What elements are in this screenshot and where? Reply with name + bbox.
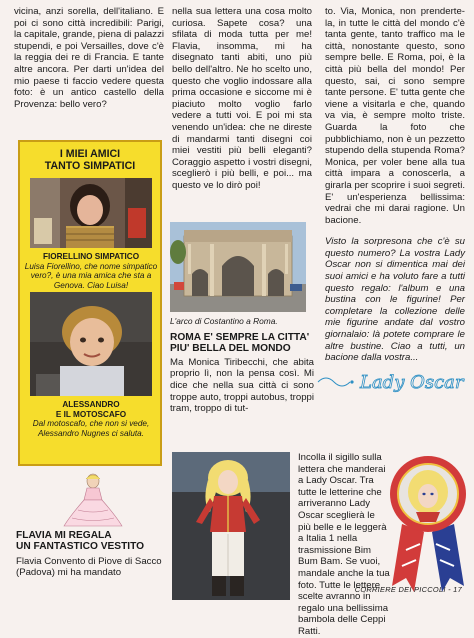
photo-luisa <box>30 178 152 248</box>
lady-oscar-logo <box>356 370 466 394</box>
seal-icon <box>386 454 470 596</box>
decorative-flourish <box>316 372 356 392</box>
boy-photo-icon <box>30 292 152 396</box>
doll-photo <box>172 452 290 600</box>
caption-alessandro: ALESSANDRO E IL MOTOSCAFO Dal motoscafo, che non si vede, Alessandro Nugnes ci saluta. <box>32 400 150 438</box>
dress-drawing-icon <box>18 472 168 526</box>
caption-luisa: FIORELLINO SIMPATICO Luisa Fiorellino, che nome simpatico vero?, è una mia amica che sta a Genova. Ciao Luisa! <box>24 252 158 290</box>
dress-drawing <box>18 472 168 526</box>
arco-caption: L'arco di Costantino a Roma. <box>170 316 278 326</box>
lady-oscar-seal <box>386 454 470 596</box>
photo-alessandro <box>30 292 152 396</box>
girl-photo-icon <box>30 178 152 248</box>
roma-section: ROMA E' SEMPRE LA CITTA' PIU' BELLA DEL MONDO Ma Monica Tiribecchi, che abita proprio lì, non la pensa così. Mi dice che nella sua città ci sono troppe auto, troppi autobus, troppi tram, troppo di tut- <box>170 332 315 415</box>
flavia-section: FLAVIA MI REGALA UN FANTASTICO VESTITO Flavia Convento di Piove di Sacco (Padova) mi ha mandato <box>16 530 170 579</box>
incolla-text: Incolla il sigillo sulla lettera che manderai a Lady Oscar. Tra tutte le letterine che arriveranno Lady Oscar sceglierà le più belle e le leggerà a Italia 1 nella trasmissione Bim Bum Bam. Se vuoi, mandale anche la tua foto. Tutte le lettere scelte avranno in regalo una bellissima bambola delle Ceppi Ratti. <box>298 452 390 637</box>
page-footer: CORRIERE DEI PICCOLI - 17 <box>354 585 462 594</box>
flavia-headline: FLAVIA MI REGALA UN FANTASTICO VESTITO <box>16 530 145 553</box>
lady-oscar-logo-icon <box>356 370 466 394</box>
svg-text:Lady Oscar: Lady Oscar <box>360 372 464 393</box>
roma-headline: ROMA E' SEMPRE LA CITTA' PIU' BELLA DEL MONDO <box>170 332 310 355</box>
friends-box-title: I MIEI AMICI TANTO SIMPATICI <box>44 148 136 172</box>
friends-box <box>18 140 162 466</box>
column-2-text: nella sua lettera una cosa molto curiosa. Sapete cosa? una sfilata di moda tutta per me! Flavia, insomma, mi ha disegnato tanti abiti, uno più bello dell'altro. Ne ho scelto uno, questo che voglio indossare alla prima occasione e siccome mi è piaciuto molto voglio farlo vedere a tutti voi. E poi mi sta venendo un'idea: che ne direste di mandarmi tanti disegni coi miei vestiti più belli eleganti? Coraggio aspetto i vostri disegni, sceglierò i più belli, e poi... ma questo ve lo dirò poi! <box>172 6 312 191</box>
column-3-text: to. Via, Monica, non prenderte-la, in tutte le città del mondo c'è tanta gente, tanto traffico ma le città, nonostante questo, sono sempre belle. E Roma, poi, è la città più bella del mondo! Per questo, sai, ci sono sempre tante persone. E' tutta gente che viene a visitarla e che, quando va via, è sempre molto triste. Guarda la foto che pubblichiamo, non è un pezzetto stupendo della stupenda Roma? Monica, per voler bene alla tua città impara a conoscerla, a girarla per scoprire i suoi segreti. E' un'esperienza bellissima: vedrai che mi darai ragione. Un bacione. Visto la sorpresona che c'è su questo numero? La vostra Lady Oscar non si dimentica mai dei suoi amici e ha voluto fare a tutti questo regalo: l'album e una bustina con le figurine! Per completare la collezione delle mie figurine andate dal vostro giornalaio: là potete comprare le altre bustine. Ciao a tutti, un bacione dalla vostra... <box>325 6 465 364</box>
flourish-icon <box>316 372 356 392</box>
arch-photo-icon <box>170 222 306 312</box>
column-1-text: vicina, anzi sorella, dell'italiano. E poi ci sono città incredibili: Parigi, la capitale, grande, piena di palazzi stupendi, e poi Versailles, dove c'è la reggia dei re di Francia. E tante altre ancora. Per darti un'idea del mio paese ti faccio vedere questa foto: è un antico castello della Provenza: bello vero? <box>14 6 164 110</box>
arco-costantino-photo <box>170 222 306 312</box>
doll-photo-icon <box>172 452 290 600</box>
